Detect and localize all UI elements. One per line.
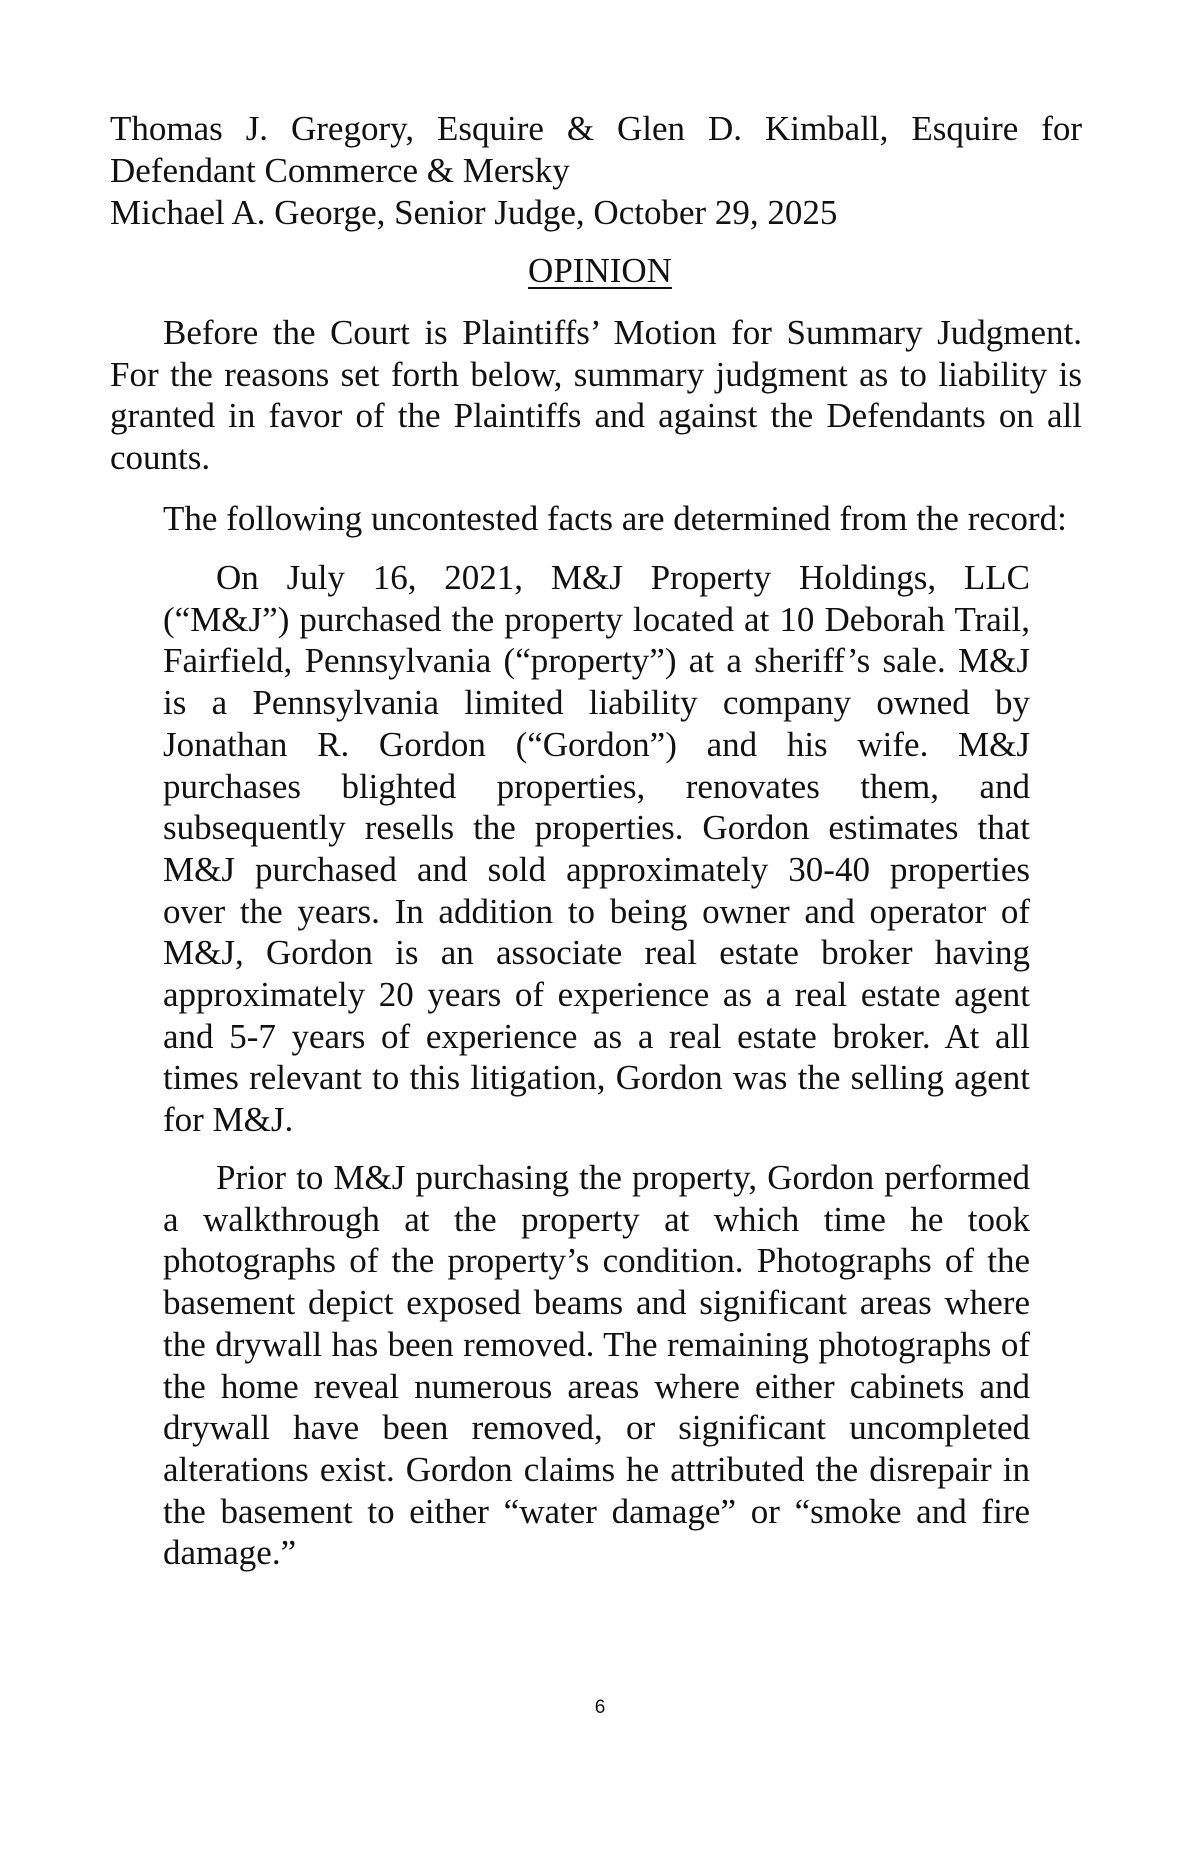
header-line-defendant: Defendant Commerce & Mersky xyxy=(110,151,570,190)
paragraph-facts-2: Prior to M&J purchasing the property, Gordon performed a walkthrough at the property at which time he took photographs of the property’s condition. Photographs of the basement depict exposed beams and significant areas where the drywall has been removed. The remaining photographs of the home reveal numerous areas where either cabinets and drywall have been removed, or significant uncompleted alterations exist. Gordon claims he attributed the disrepair in the basement to either “water damage” or “smoke and fire damage.” xyxy=(163,1158,1030,1573)
paragraph-facts-intro: The following uncontested facts are determined from the record: xyxy=(163,499,1067,538)
page-number: 6 xyxy=(594,1697,606,1718)
header-line-counsel: Thomas J. Gregory, Esquire & Glen D. Kimball, Esquire for xyxy=(110,109,1082,148)
paragraph-facts-1: On July 16, 2021, M&J Property Holdings, LLC (“M&J”) purchased the property located at 10 Deborah Trail, Fairfield, Pennsylvania (“property”) at a sheriff’s sale. M&J is a Pennsylvania limited liability company owned by Jonathan R. Gordon (“Gordon”) and his wife. M&J purchases blighted properties, renovates them, and subsequently resells the properties. Gordon estimates that M&J purchased and sold approximately 30-40 properties over the years. In addition to being owner and operator of M&J, Gordon is an associate real estate broker having approximately 20 years of experience as a real estate agent and 5-7 years of experience as a real estate broker. At all times relevant to this litigation, Gordon was the selling agent for M&J. xyxy=(163,558,1030,1140)
opinion-heading-text: OPINION xyxy=(528,251,672,290)
counsel-and-judge-header xyxy=(110,108,1082,234)
header-line-judge-date: Michael A. George, Senior Judge, October 29, 2025 xyxy=(110,193,838,232)
paragraph-intro: Before the Court is Plaintiffs’ Motion for Summary Judgment. For the reasons set forth below, summary judgment as to liability is granted in favor of the Plaintiffs and against the Defendants on all counts. xyxy=(110,313,1082,477)
opinion-heading xyxy=(0,250,1200,292)
facts-block-2 xyxy=(163,1157,1030,1574)
facts-block-1 xyxy=(163,557,1030,1141)
opinion-body xyxy=(110,312,1082,540)
